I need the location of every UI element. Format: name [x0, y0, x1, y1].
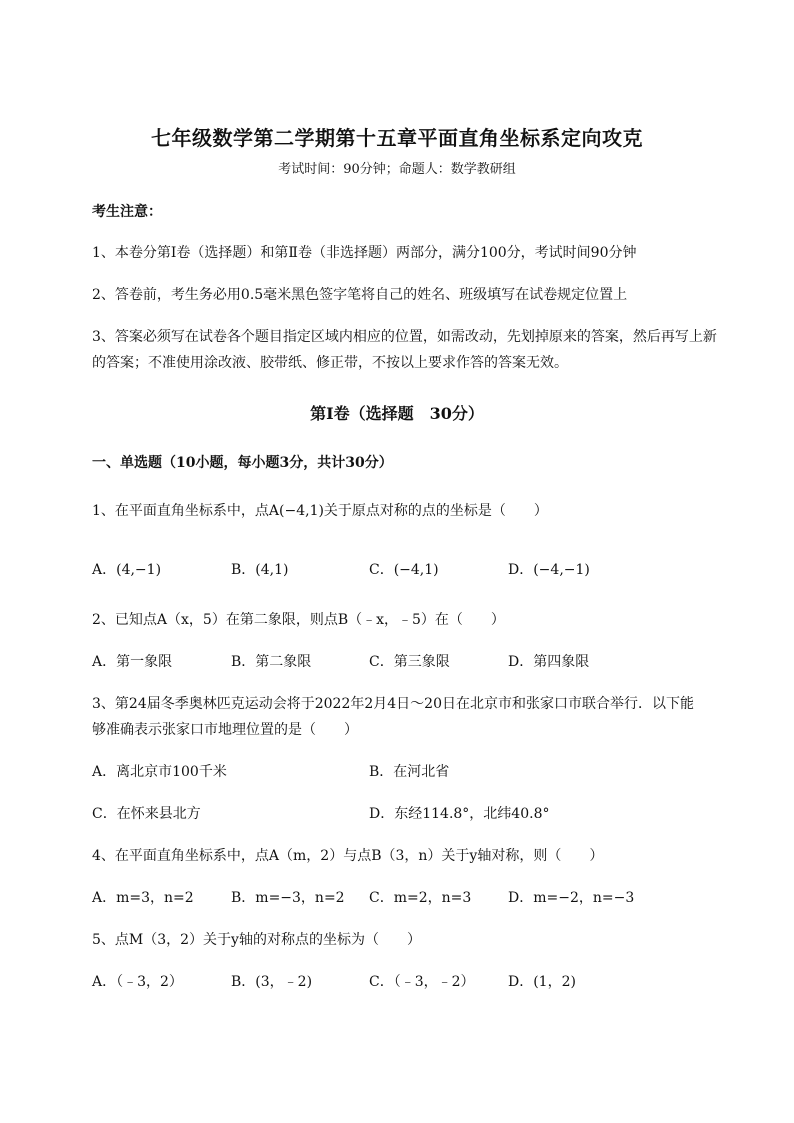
question-2-option-b[interactable]: B．第二象限 [231, 654, 312, 670]
question-4-stem: 4、在平面直角坐标系中，点A（m，2）与点B（3，n）关于y轴对称，则（ ） [92, 848, 604, 864]
question-5-option-d[interactable]: D．(1，2) [508, 974, 576, 990]
question-3-option-b[interactable]: B．在河北省 [369, 764, 450, 780]
question-2-stem: 2、已知点A（x，5）在第二象限，则点B（﹣x，﹣5）在（ ） [92, 612, 505, 628]
question-1-option-d[interactable]: D．(−4,−1) [508, 562, 590, 578]
question-2-option-c[interactable]: C．第三象限 [369, 654, 450, 670]
question-3-option-a[interactable]: A．离北京市100千米 [92, 764, 227, 780]
question-4-option-b[interactable]: B．m=−3，n=2 [231, 890, 345, 906]
question-5-stem: 5、点M（3，2）关于y轴的对称点的坐标为（ ） [92, 932, 421, 948]
notice-item-3-line-1: 3、答案必须写在试卷各个题目指定区域内相应的位置，如需改动，先划掉原来的答案，然后再写上新 [92, 329, 717, 345]
question-1-stem: 1、在平面直角坐标系中，点A(−4,1)关于原点对称的点的坐标是（ ） [92, 503, 548, 519]
question-3-option-d[interactable]: D．东经114.8°，北纬40.8° [369, 806, 550, 822]
question-3-stem-line-1: 3、第24届冬季奥林匹克运动会将于2022年2月4日～20日在北京市和张家口市联合举行．以下能 [92, 696, 694, 712]
question-1-option-b[interactable]: B．(4,1) [231, 562, 289, 578]
question-5-option-c[interactable]: C．（﹣3，﹣2） [369, 974, 475, 990]
part-title: 一、单选题（10小题，每小题3分，共计30分） [92, 455, 393, 471]
question-4-option-c[interactable]: C．m=2，n=3 [369, 890, 472, 906]
exam-info: 考试时间：90分钟；命题人：数学教研组 [278, 162, 516, 177]
question-1-option-c[interactable]: C．(−4,1) [369, 562, 439, 578]
question-2-option-a[interactable]: A．第一象限 [92, 654, 173, 670]
question-4-option-a[interactable]: A．m=3，n=2 [92, 890, 194, 906]
question-3-stem-line-2: 够准确表示张家口市地理位置的是（ ） [92, 722, 358, 738]
question-5-option-b[interactable]: B．(3，﹣2) [231, 974, 313, 990]
question-5-option-a[interactable]: A．（﹣3，2） [92, 974, 183, 990]
notice-item-1: 1、本卷分第I卷（选择题）和第Ⅱ卷（非选择题）两部分，满分100分，考试时间90分钟 [92, 245, 637, 261]
question-2-option-d[interactable]: D．第四象限 [508, 654, 590, 670]
notice-heading: 考生注意： [92, 204, 162, 220]
question-3-option-c[interactable]: C．在怀来县北方 [92, 806, 201, 822]
section-title: 第I卷（选择题 30分） [310, 404, 484, 423]
page-title: 七年级数学第二学期第十五章平面直角坐标系定向攻克 [151, 126, 643, 150]
question-1-option-a[interactable]: A．(4,−1) [92, 562, 162, 578]
notice-item-3-line-2: 的答案；不准使用涂改液、胶带纸、修正带，不按以上要求作答的答案无效。 [92, 355, 568, 371]
question-4-option-d[interactable]: D．m=−2，n=−3 [508, 890, 635, 906]
notice-item-2: 2、答卷前，考生务必用0.5毫米黑色签字笔将自己的姓名、班级填写在试卷规定位置上 [92, 287, 628, 303]
